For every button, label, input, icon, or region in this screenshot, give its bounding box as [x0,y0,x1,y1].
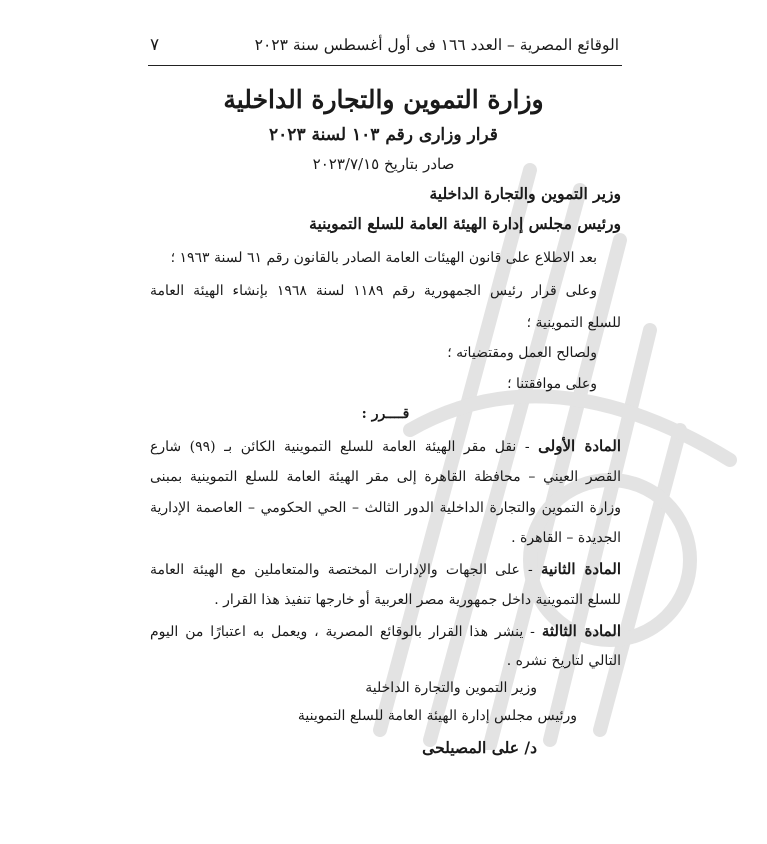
article-3-text: - ينشر هذا القرار بالوقائع المصرية ، ويعمل به اعتبارًا من اليوم [150,624,535,640]
article-3-line: التالي لتاريخ نشره . [506,653,621,669]
signature-title-1: وزير التموين والتجارة الداخلية [365,680,537,696]
article-3-line [150,621,621,642]
header-rule [148,65,622,66]
article-3-label: المادة الثالثة [541,622,622,640]
ministry-heading: وزارة التموين والتجارة الداخلية [223,85,544,114]
article-2-label: المادة الثانية [540,560,621,578]
article-2-line: للسلع التموينية داخل جمهورية مصر العربية أو خارجها تنفيذ هذا القرار . [214,592,621,608]
article-1-line: القصر العيني – محافظة القاهرة إلى مقر الهيئة العامة للسلع التموينية بمبنى [150,469,621,485]
page-header [150,30,619,60]
article-2-text: - على الجهات والإدارات المختصة والمتعاملين مع الهيئة العامة [150,562,533,578]
page-number: ٧ [150,35,160,55]
decided-heading: قــــرر : [361,406,410,422]
signature-title-2: ورئيس مجلس إدارة الهيئة العامة للسلع التموينية [297,708,577,724]
issuer-line-2: ورئيس مجلس إدارة الهيئة العامة للسلع التموينية [309,214,621,233]
article-1-line [150,436,621,457]
article-1-label: المادة الأولى [538,437,622,455]
preamble-line: للسلع التموينية ؛ [526,315,621,331]
article-1-line: وزارة التموين والتجارة الداخلية الدور الثالث – الحي الحكومي – العاصمة الإدارية [150,500,621,516]
signatory-name: د/ على المصيلحى [422,738,537,757]
preamble-line: ولصالح العمل ومقتضياته ؛ [447,345,597,361]
issuer-line-1: وزير التموين والتجارة الداخلية [429,184,621,203]
article-1-text: - نقل مقر الهيئة العامة للسلع التموينية الكائن بـ (٩٩) شارع [150,439,530,455]
article-1-line: الجديدة – القاهرة . [511,530,621,546]
running-title: الوقائع المصرية – العدد ١٦٦ فى أول أغسطس سنة ٢٠٢٣ [254,36,619,54]
preamble-line: وعلى موافقتنا ؛ [507,376,597,392]
decree-title: قرار وزارى رقم ١٠٣ لسنة ٢٠٢٣ [269,125,498,145]
preamble-line: بعد الاطلاع على قانون الهيئات العامة الصادر بالقانون رقم ٦١ لسنة ١٩٦٣ ؛ [170,250,597,266]
issued-date: صادر بتاريخ ٢٠٢٣/٧/١٥ [312,155,455,173]
preamble-line: وعلى قرار رئيس الجمهورية رقم ١١٨٩ لسنة ١٩٦٨ بإنشاء الهيئة العامة [150,283,598,299]
article-2-line [150,559,621,580]
